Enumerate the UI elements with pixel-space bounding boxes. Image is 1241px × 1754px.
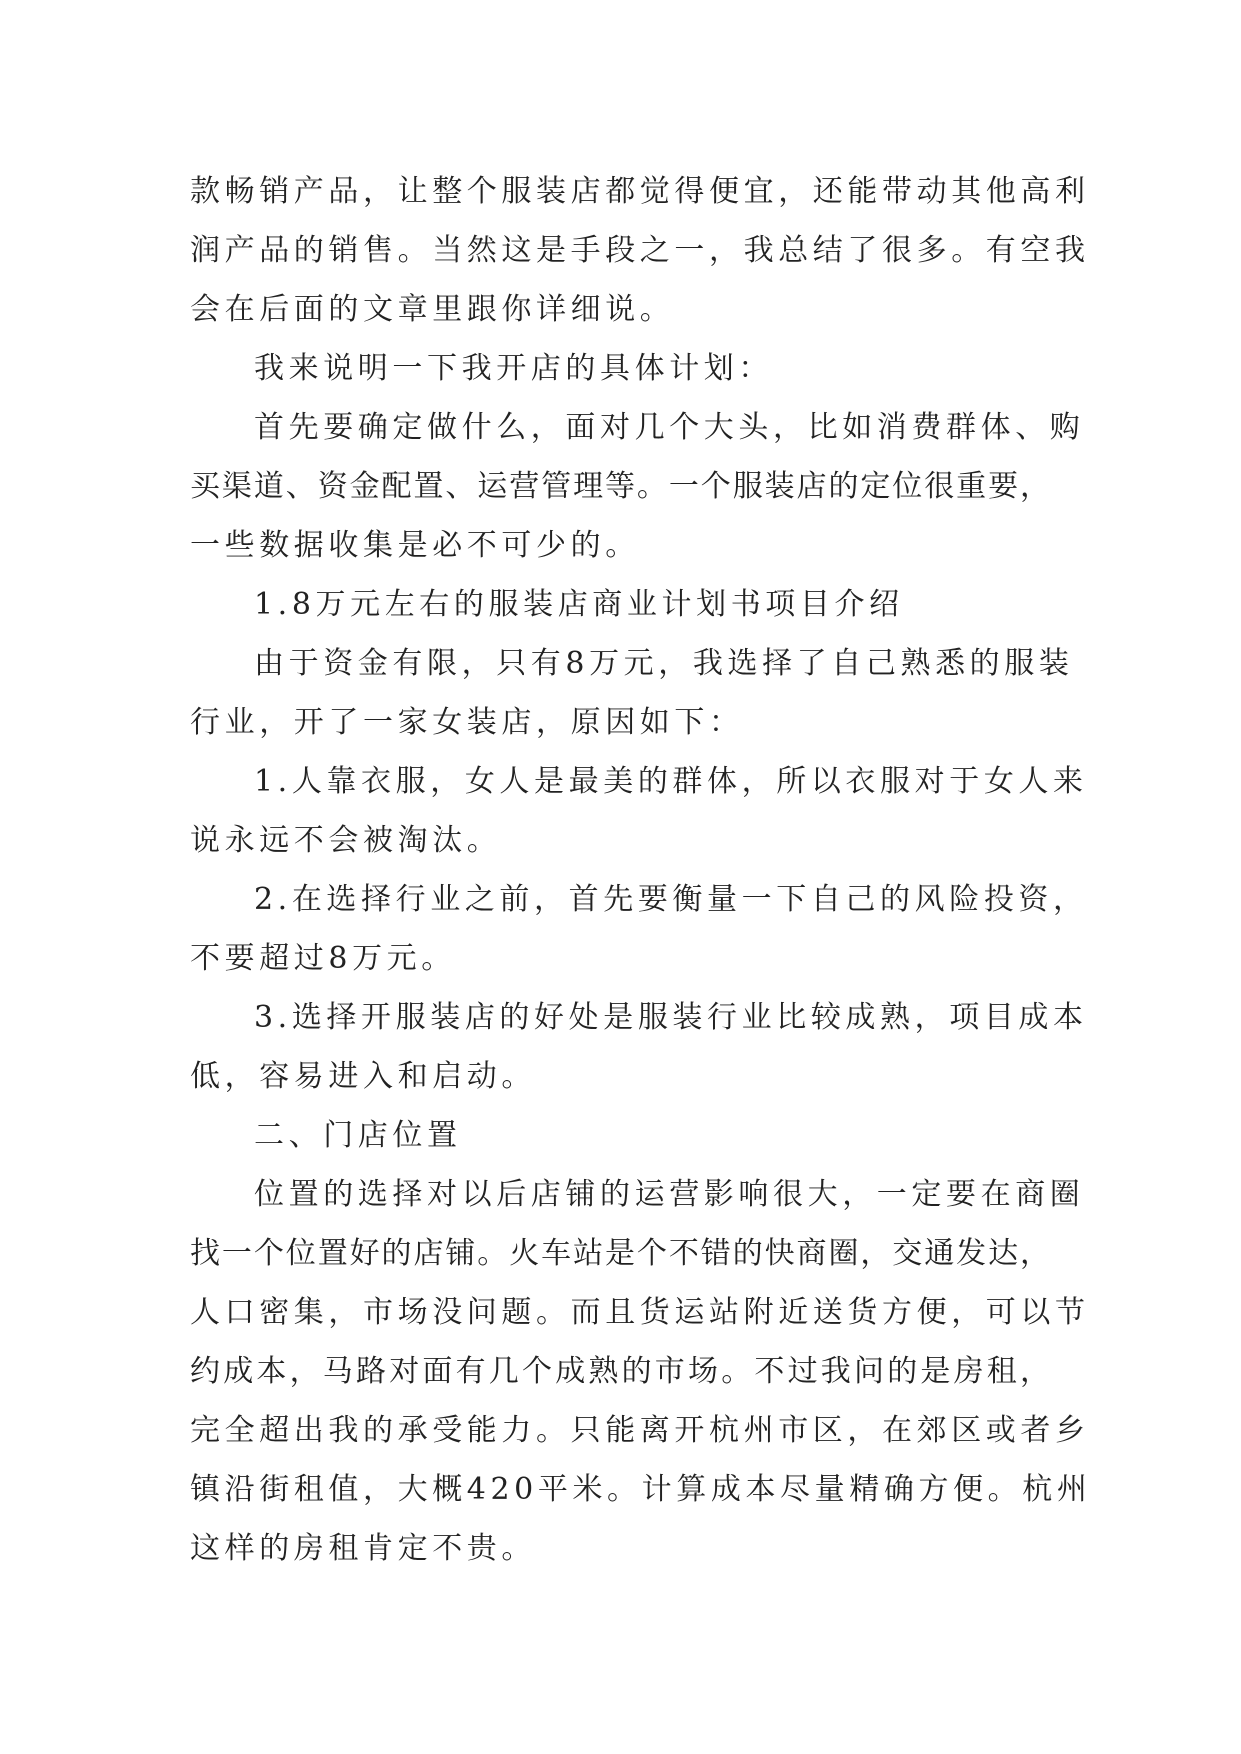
list-item-line: 低，容易进入和启动。 <box>190 1059 536 1094</box>
paragraph-line: 找一个位置好的店铺。火车站是个不错的快商圈，交通发达， <box>190 1236 1050 1271</box>
paragraph-line: 行业，开了一家女装店，原因如下： <box>190 705 744 740</box>
paragraph-line: 我来说明一下我开店的具体计划： <box>254 351 773 386</box>
paragraph-line: 润产品的销售。当然这是手段之一，我总结了很多。有空我 <box>190 233 1090 268</box>
paragraph-line: 这样的房租肯定不贵。 <box>190 1531 536 1566</box>
document-body <box>190 162 1092 1578</box>
section-heading: 1.8万元左右的服装店商业计划书项目介绍 <box>254 587 904 622</box>
paragraph-line: 由于资金有限，只有8万元，我选择了自己熟悉的服装 <box>254 646 1074 681</box>
list-item-line: 1.人靠衣服，女人是最美的群体，所以衣服对于女人来 <box>254 764 1088 799</box>
list-item-line: 3.选择开服装店的好处是服装行业比较成熟，项目成本 <box>254 1000 1088 1035</box>
list-item-line: 说永远不会被淘汰。 <box>190 823 502 858</box>
paragraph-line: 位置的选择对以后店铺的运营影响很大，一定要在商圈 <box>254 1177 1085 1212</box>
paragraph-line: 会在后面的文章里跟你详细说。 <box>190 292 675 327</box>
list-item-line: 不要超过8万元。 <box>190 941 456 976</box>
paragraph-line: 款畅销产品，让整个服装店都觉得便宜，还能带动其他高利 <box>190 174 1090 209</box>
section-heading: 二、门店位置 <box>254 1118 462 1153</box>
list-item-line: 2.在选择行业之前，首先要衡量一下自己的风险投资， <box>254 882 1088 917</box>
paragraph-line: 约成本，马路对面有几个成熟的市场。不过我问的是房租， <box>190 1354 1050 1389</box>
paragraph-line: 一些数据收集是必不可少的。 <box>190 528 640 563</box>
paragraph-line: 完全超出我的承受能力。只能离开杭州市区，在郊区或者乡 <box>190 1413 1090 1448</box>
paragraph-line: 镇沿街租值，大概420平米。计算成本尽量精确方便。杭州 <box>190 1472 1092 1507</box>
paragraph-line: 首先要确定做什么，面对几个大头，比如消费群体、购 <box>254 410 1085 445</box>
paragraph-line: 买渠道、资金配置、运营管理等。一个服装店的定位很重要， <box>190 469 1050 504</box>
paragraph-line: 人口密集，市场没问题。而且货运站附近送货方便，可以节 <box>190 1295 1090 1330</box>
